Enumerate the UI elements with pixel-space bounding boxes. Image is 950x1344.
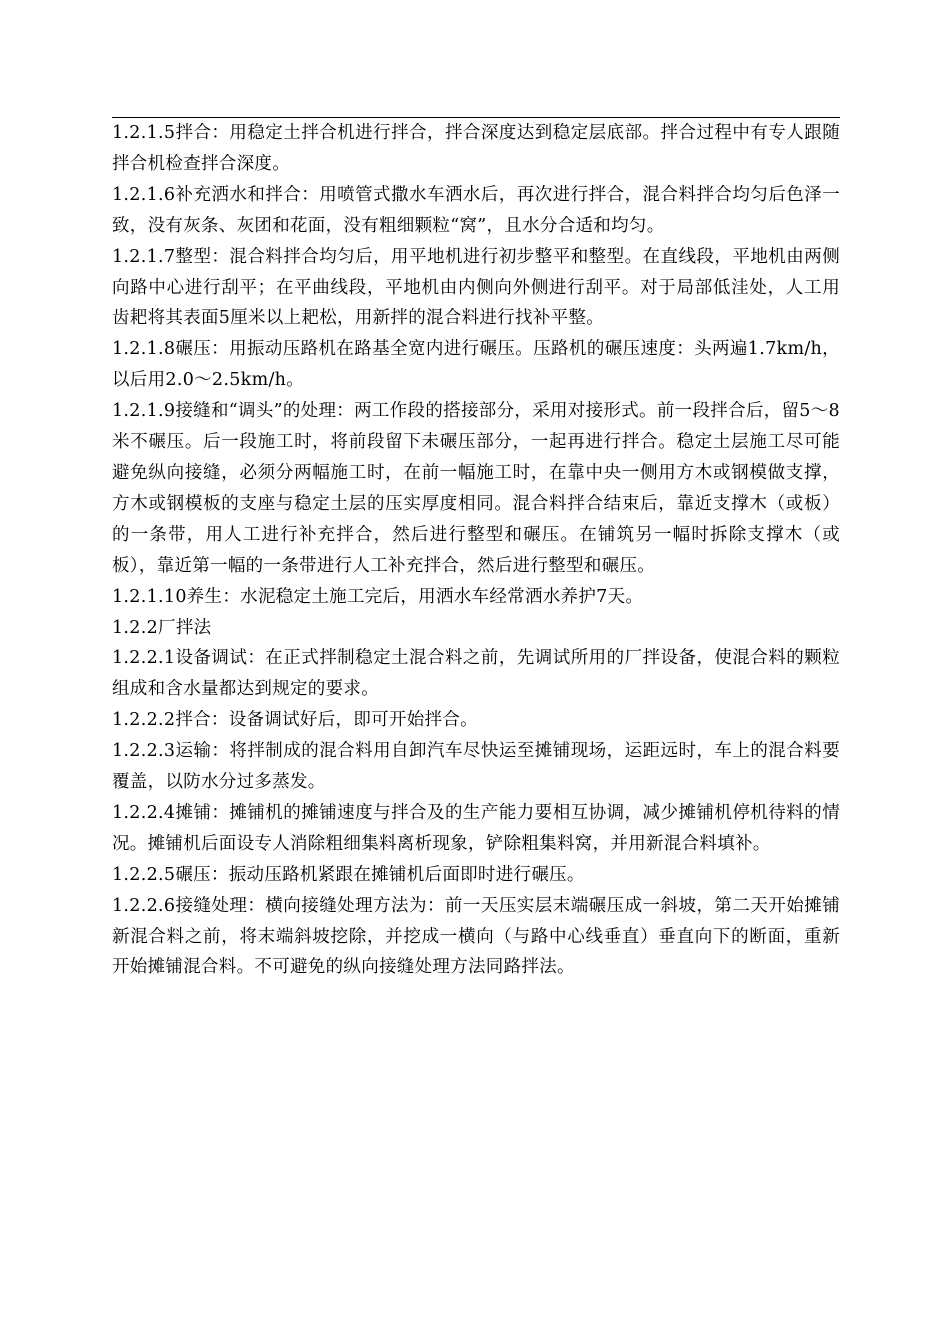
paragraph-1-2-2-6: 1.2.2.6接缝处理：横向接缝处理方法为：前一天压实层末端碾压成一斜坡，第二天开始摊铺新混合料之前，将末端斜坡挖除，并挖成一横向（与路中心线垂直）垂直向下的断面，重新开始摊铺混合料。不可避免的纵向接缝处理方法同路拌法。 <box>112 895 840 978</box>
paragraph-1-2-1-5: 1.2.1.5拌合：用稳定土拌合机进行拌合，拌合深度达到稳定层底部。拌合过程中有专人跟随拌合机检查拌合深度。 <box>112 123 840 174</box>
paragraph-1-2-1-8: 1.2.1.8碾压：用振动压路机在路基全宽内进行碾压。压路机的碾压速度：头两遍1.7km/h，以后用2.0～2.5km/h。 <box>112 339 840 391</box>
paragraph-1-2-1-7: 1.2.1.7整型：混合料拌合均匀后，用平地机进行初步整平和整型。在直线段，平地机由两侧向路中心进行刮平；在平曲线段，平地机由内侧向外侧进行刮平。对于局部低洼处，人工用齿耙将其表面5厘米以上耙松，用新拌的混合料进行找补平整。 <box>112 246 840 329</box>
paragraph-1-2-2-1: 1.2.2.1设备调试：在正式拌制稳定土混合料之前，先调试所用的厂拌设备，使混合料的颗粒组成和含水量都达到规定的要求。 <box>112 648 840 700</box>
paragraph-1-2-1-6: 1.2.1.6补充洒水和拌合：用喷管式撒水车洒水后，再次进行拌合，混合料拌合均匀后色泽一致，没有灰条、灰团和花面，没有粗细颗粒“窝”，且水分合适和均匀。 <box>112 184 840 236</box>
document-page <box>112 0 840 1344</box>
section-heading-1-2-2: 1.2.2厂拌法 <box>112 617 212 638</box>
paragraph-1-2-1-10: 1.2.1.10养生：水泥稳定土施工完后，用洒水车经常洒水养护7天。 <box>112 586 644 607</box>
document-body <box>112 118 840 983</box>
paragraph-1-2-2-4: 1.2.2.4摊铺：摊铺机的摊铺速度与拌合及的生产能力要相互协调，减少摊铺机停机待料的情况。摊铺机后面设专人消除粗细集料离析现象，铲除粗集料窝，并用新混合料填补。 <box>112 802 840 854</box>
paragraph-1-2-1-9: 1.2.1.9接缝和“调头”的处理：两工作段的搭接部分，采用对接形式。前一段拌合后，留5～8米不碾压。后一段施工时，将前段留下未碾压部分，一起再进行拌合。稳定土层施工尽可能避免纵向接缝，必须分两幅施工时，在前一幅施工时，在靠中央一侧用方木或钢模做支撑，方木或钢模板的支座与稳定土层的压实厚度相同。混合料拌合结束后，靠近支撑木（或板）的一条带，用人工进行补充拌合，然后进行整型和碾压。在铺筑另一幅时拆除支撑木（或板），靠近第一幅的一条带进行人工补充拌合，然后进行整型和碾压。 <box>112 401 840 576</box>
paragraph-1-2-2-5: 1.2.2.5碾压：振动压路机紧跟在摊铺机后面即时进行碾压。 <box>112 864 585 885</box>
paragraph-1-2-2-3: 1.2.2.3运输：将拌制成的混合料用自卸汽车尽快运至摊铺现场，运距远时，车上的混合料要覆盖，以防水分过多蒸发。 <box>112 741 840 793</box>
paragraph-1-2-2-2: 1.2.2.2拌合：设备调试好后，即可开始拌合。 <box>112 710 478 731</box>
